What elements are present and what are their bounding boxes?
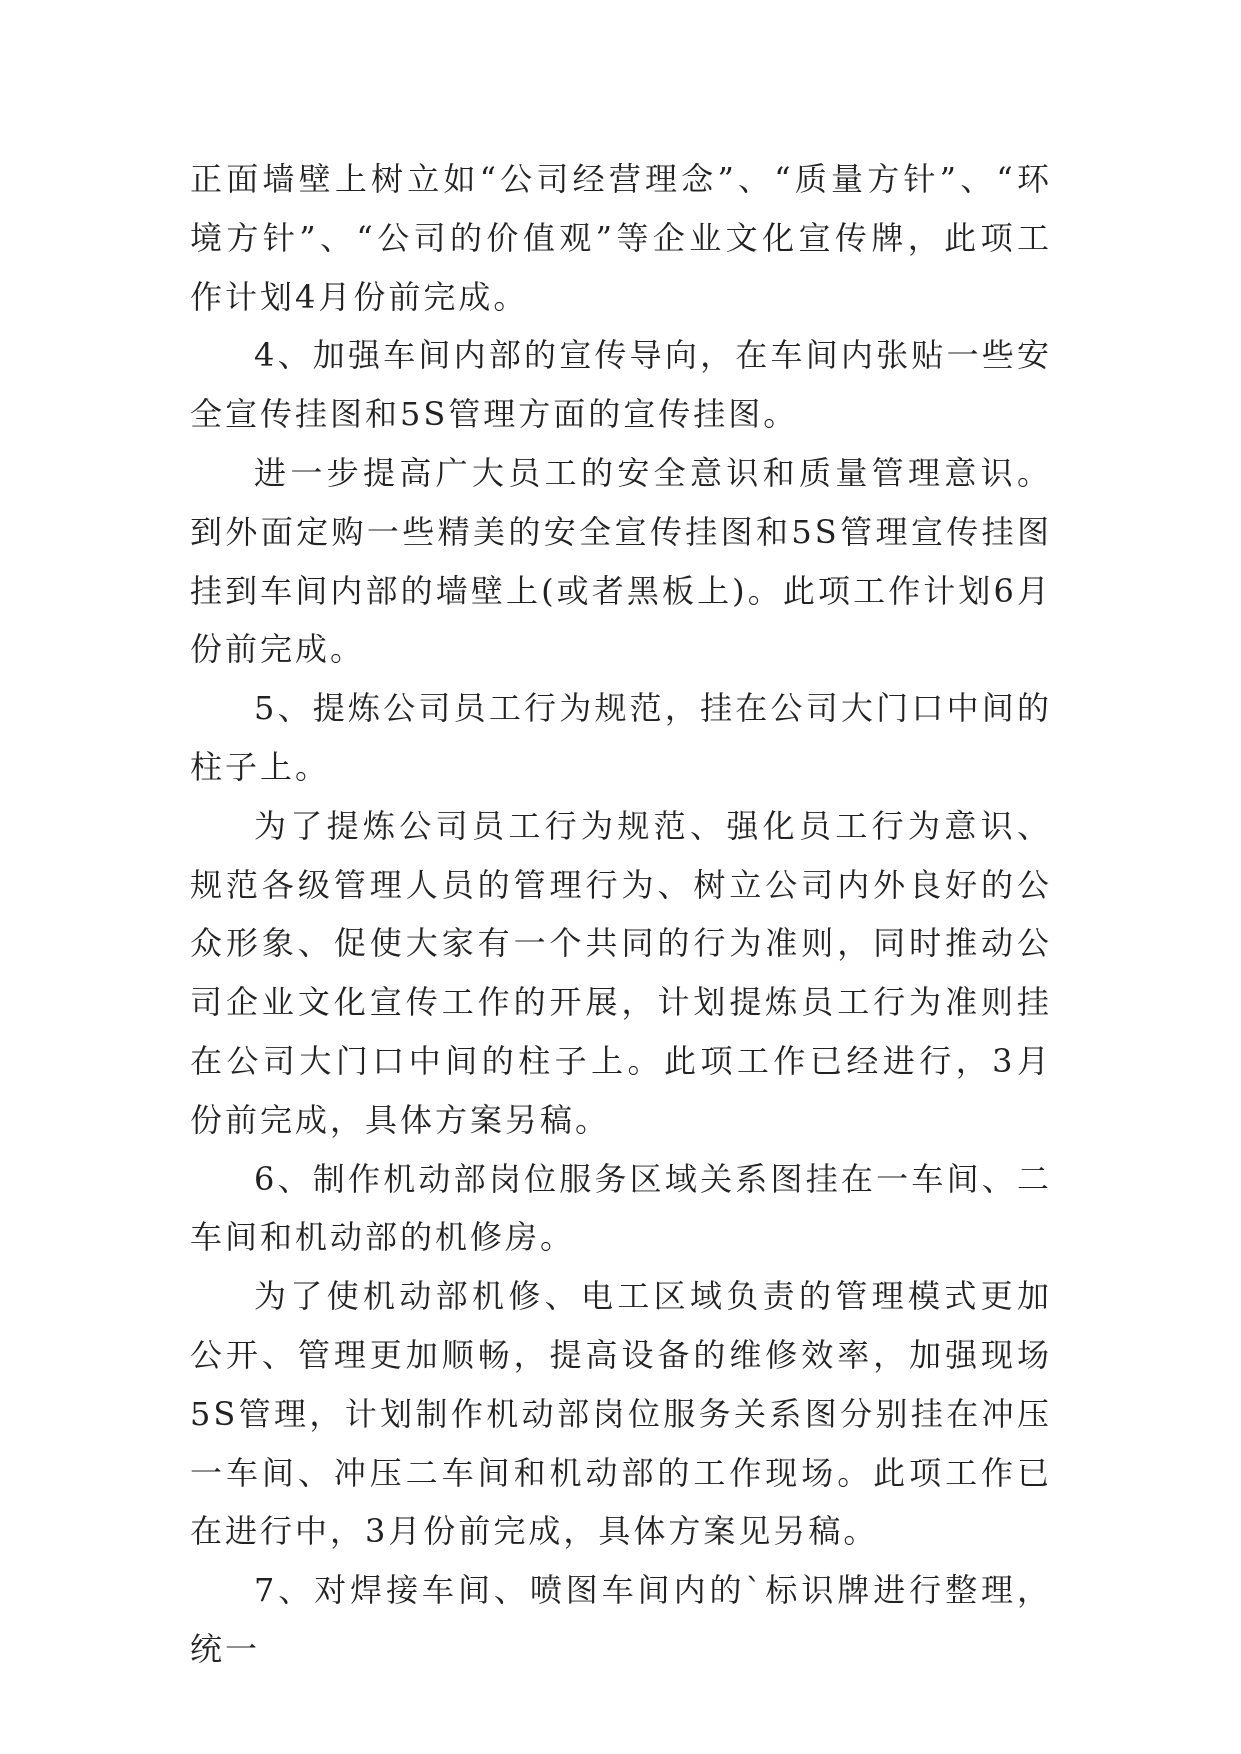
document-body	[190, 150, 1052, 1679]
paragraph-item-4: 4、加强车间内部的宣传导向，在车间内张贴一些安全宣传挂图和5S管理方面的宣传挂图。	[190, 336, 1052, 434]
paragraph-item-5: 5、提炼公司员工行为规范，挂在公司大门口中间的柱子上。	[190, 689, 1052, 786]
paragraph-item-7: 7、对焊接车间、喷图车间内的`标识牌进行整理，统一	[190, 1571, 1052, 1668]
paragraph-item-6: 6、制作机动部岗位服务区域关系图挂在一车间、二车间和机动部的机修房。	[190, 1159, 1052, 1257]
paragraph-continuation: 正面墙壁上树立如“公司经营理念”、“质量方针”、“环境方针”、“公司的价值观”等企业文化宣传牌，此项工作计划4月份前完成。	[190, 160, 1052, 316]
paragraph-item-5-detail: 为了提炼公司员工行为规范、强化员工行为意识、规范各级管理人员的管理行为、树立公司内外良好的公众形象、促使大家有一个共同的行为准则，同时推动公司企业文化宣传工作的开展，计划提炼员工行为准则挂在公司大门口中间的柱子上。此项工作已经进行，3月份前完成，具体方案另稿。	[190, 806, 1052, 1139]
paragraph-item-4-detail: 进一步提高广大员工的安全意识和质量管理意识。到外面定购一些精美的安全宣传挂图和5S管理宣传挂图挂到车间内部的墙壁上(或者黑板上)。此项工作计划6月份前完成。	[190, 453, 1052, 669]
paragraph-item-6-detail: 为了使机动部机修、电工区域负责的管理模式更加公开、管理更加顺畅，提高设备的维修效率，加强现场5S管理，计划制作机动部岗位服务关系图分别挂在冲压一车间、冲压二车间和机动部的工作现场。此项工作已在进行中，3月份前完成，具体方案见另稿。	[190, 1277, 1052, 1551]
